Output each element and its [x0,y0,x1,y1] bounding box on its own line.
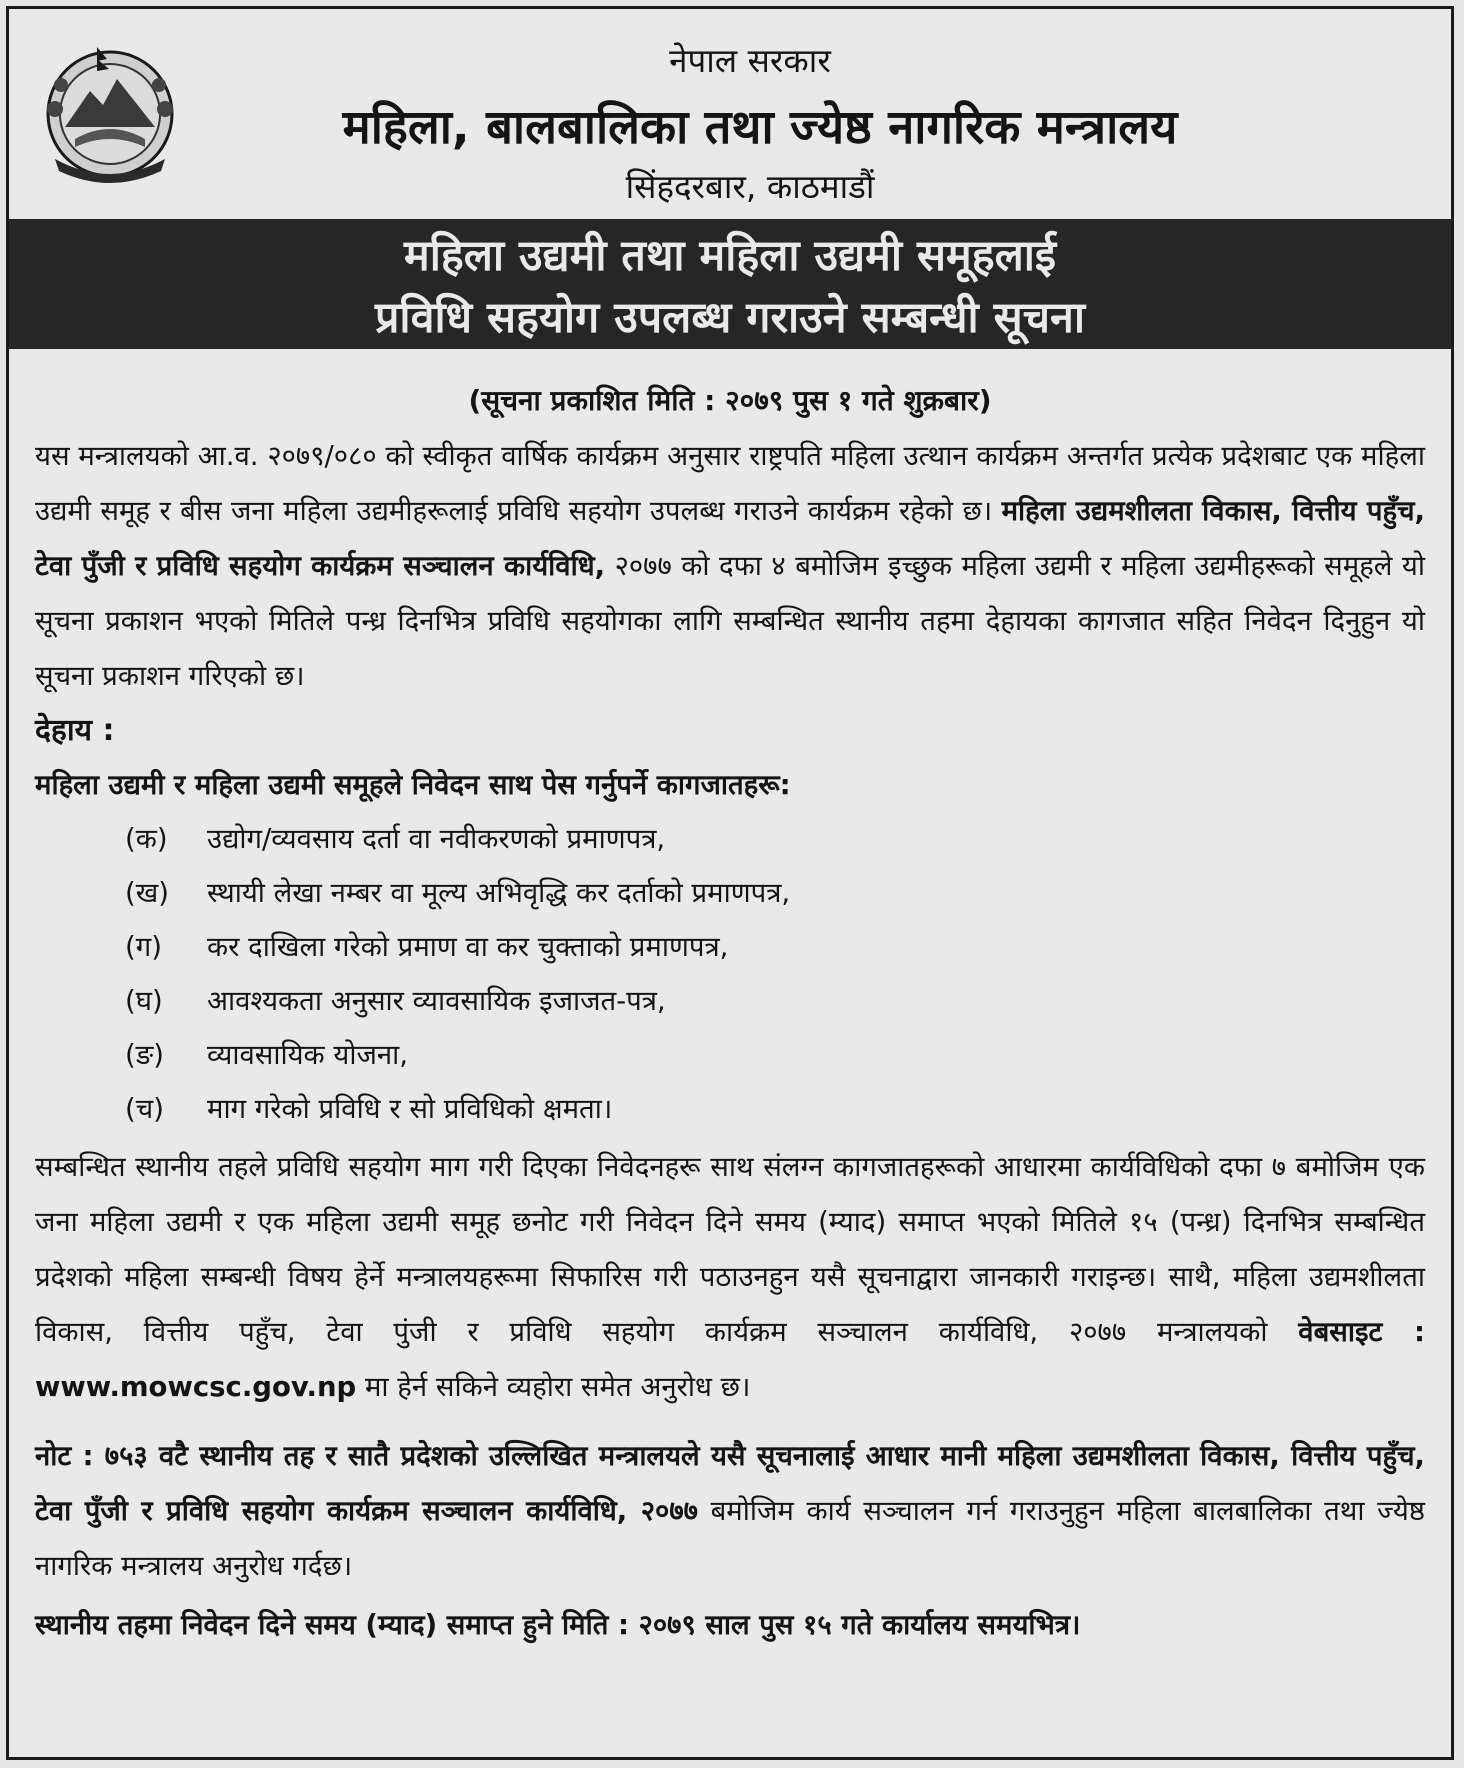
dehay-label: देहाय : [35,713,115,748]
list-item [125,1028,1425,1082]
notice-title-line-2: प्रविधि सहयोग उपलब्ध गराउने सम्बन्धी सूचना [374,293,1086,343]
list-item [125,812,1425,866]
notice-title-line-1: महिला उद्यमी तथा महिला उद्यमी समूहलाई [404,231,1056,281]
list-item-text: आवश्यकता अनुसार व्यावसायिक इजाजत-पत्र, [207,985,666,1017]
notice-header [9,9,1451,217]
list-item-text: कर दाखिला गरेको प्रमाण वा कर चुक्ताको प्रमाणपत्र, [207,931,729,963]
list-item-label: (ख) [125,877,169,909]
list-item-text: उद्योग/व्यवसाय दर्ता वा नवीकरणको प्रमाणपत्र, [207,823,666,855]
note-bold-text: : ७५३ वटै स्थानीय तह र सातै प्रदेशको उल्लिखित मन्त्रालयले यसै सूचनालाई आधार मानी महिला उद्यमशीलता विकास, वित्तीय पहुँच, टेवा पुँजी र प्रविधि सहयोग कार्यक्रम सञ्चालन कार्यविधि, २०७७ [35,1440,1425,1527]
documents-list [125,812,1425,1136]
followup-paragraph [35,1140,1425,1415]
list-item-label: (च) [125,1093,164,1125]
list-item [125,1082,1425,1136]
list-item [125,866,1425,920]
website-link[interactable]: वेबसाइट : www.mowcsc.gov.np [35,1316,1426,1403]
note-text: बमोजिम कार्य सञ्चालन गर्न गराउनुहुन महिला बालबालिका तथा ज्येष्ठ नागरिक मन्त्रालय अनुरोध गर्दछ। [35,1495,1425,1582]
followup-text: सम्बन्धित स्थानीय तहले प्रविधि सहयोग माग गरी दिएका निवेदनहरू साथ संलग्न कागजातहरूको आधारमा कार्यविधिको दफा ७ बमोजिम एक जना महिला उद्यमी र एक महिला उद्यमी समूह छनोट गरी निवेदन दिने समय (म्याद) समाप्त भएको मितिले १५ (पन्ध्र) दिनभित्र सम्बन्धित प्रदेशको महिला सम्बन्धी विषय हेर्ने मन्त्रालयहरूमा सिफारिस गरी पठाउनहुन यसै सूचनाद्वारा जानकारी गराइन्छ। साथै, महिला उद्यमशीलता विकास, वित्तीय पहुँच, टेवा पुंजी र प्रविधि सहयोग कार्यक्रम सञ्चालन कार्यविधि, २०७७ मन्त्रालयको [35,1151,1425,1348]
intro-text-1: यस मन्त्रालयको आ.व. २०७९/०८० को स्वीकृत वार्षिक कार्यक्रम अनुसार राष्ट्रपति महिला उत्थान कार्यक्रम अन्तर्गत प्रत्येक प्रदेशबाट एक महिला उद्यमी समूह र बीस जना महिला उद्यमीहरूलाई प्रविधि सहयोग उपलब्ध गराउने कार्यक्रम रहेको छ। [35,440,1425,527]
list-item-text: माग गरेको प्रविधि र सो प्रविधिको क्षमता। [207,1093,613,1125]
list-item-label: (ङ) [125,1039,164,1071]
list-item [125,974,1425,1028]
intro-paragraph [35,429,1425,704]
notice-title-banner [9,219,1451,349]
list-item-text: स्थायी लेखा नम्बर वा मूल्य अभिवृद्धि कर दर्ताको प्रमाणपत्र, [207,877,791,909]
deadline-line: स्थानीय तहमा निवेदन दिने समय (म्याद) समाप्त हुने मिति : २०७९ साल पुस १५ गते कार्यालय समयभित्र। [35,1609,1081,1641]
documents-heading: महिला उद्यमी र महिला उद्यमी समूहले निवेदन साथ पेस गर्नुपर्ने कागजातहरू: [35,769,791,801]
list-item-label: (ग) [125,931,162,963]
government-name: नेपाल सरकार [669,41,831,80]
note-label: नोट [35,1440,72,1472]
notice-body [35,429,1425,1653]
publish-date: (सूचना प्रकाशित मिति : २०७९ पुस १ गते शुक्रबार) [468,384,992,417]
ministry-name: महिला, बालबालिका तथा ज्येष्ठ नागरिक मन्त्रालय [342,100,1178,155]
list-item-text: व्यावसायिक योजना, [207,1039,409,1071]
list-item-label: (क) [125,823,168,855]
intro-text-2: २०७७ को दफा ४ बमोजिम इच्छुक महिला उद्यमी र महिला उद्यमीहरूको समूहले यो सूचना प्रकाशन भएको मितिले पन्ध्र दिनभित्र प्रविधि सहयोगका लागि सम्बन्धित स्थानीय तहमा देहायका कागजात सहित निवेदन दिनुहुन यो सूचना प्रकाशन गरिएको छ। [35,550,1425,692]
list-item-label: (घ) [125,985,163,1017]
followup-tail: मा हेर्न सकिने व्यहोरा समेत अनुरोध छ। [356,1371,751,1403]
notice-page [6,6,1454,1760]
note-paragraph [35,1429,1425,1594]
ministry-address: सिंहदरबार, काठमाडौं [625,167,875,206]
list-item [125,920,1425,974]
intro-bold-procedure: महिला उद्यमशीलता विकास, वित्तीय पहुँच, टेवा पुँजी र प्रविधि सहयोग कार्यक्रम सञ्चालन कार्यविधि, [35,495,1425,582]
